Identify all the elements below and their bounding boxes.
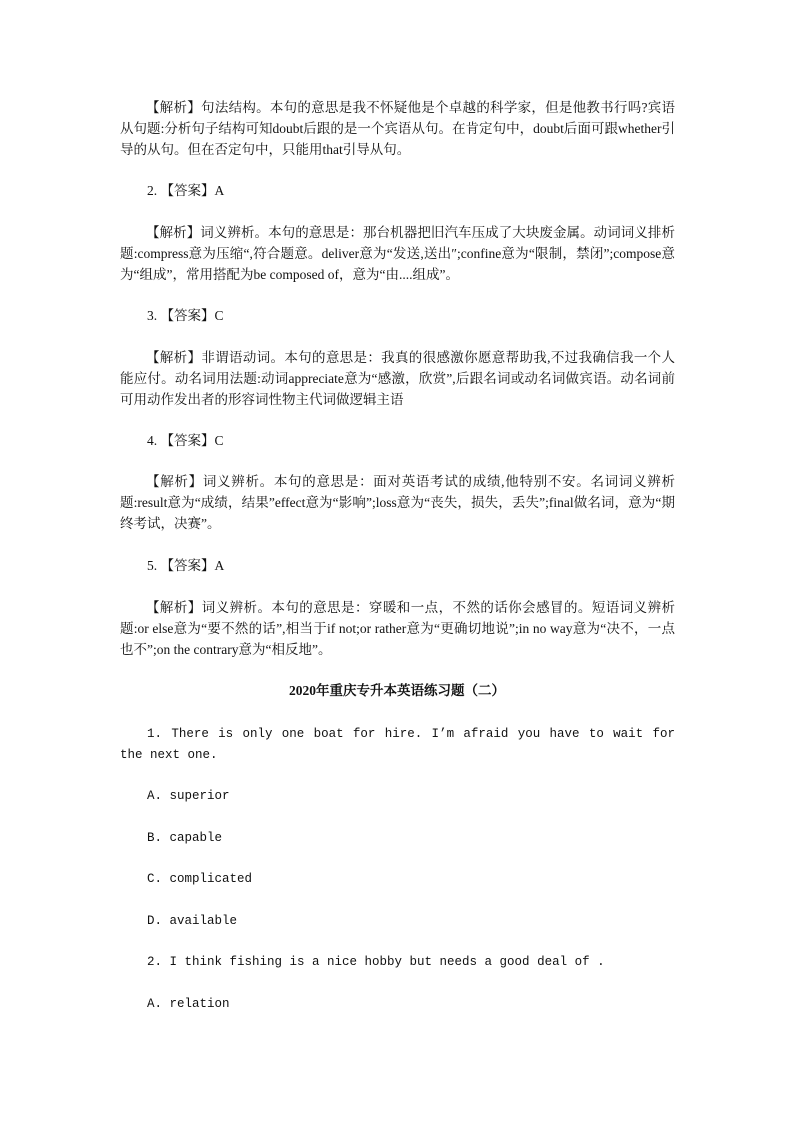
question-1-option-c: C. complicated [147, 872, 253, 886]
answer-3: 3. 【答案】C [147, 308, 224, 323]
question-1-option-b: B. capable [147, 831, 223, 845]
analysis-paragraph-2: 【解析】词义辨析。本句的意思是：那台机器把旧汽车压成了大块废金属。动词词义排析题:compress意为压缩“,符合题意。deliver意为“发送,送出″;confine意为“限制，禁闭”;compose意为“组成”，常用搭配为be composed of，意为“由....组成”。 [120, 225, 675, 282]
analysis-paragraph-5: 【解析】词义辨析。本句的意思是：穿暖和一点，不然的话你会感冒的。短语词义辨析题:or else意为“要不然的话”,相当于if not;or rather意为“更确切地说”;in no way意为“决不，一点也不”;on the contrary意为“相反地”。 [120, 600, 675, 657]
question-1-option-d: D. available [147, 914, 238, 928]
question-1-option-a: A. superior [147, 789, 230, 803]
analysis-paragraph-1: 【解析】句法结构。本句的意思是我不怀疑他是个卓越的科学家，但是他教书行吗?宾语从句题:分析句子结构可知doubt后跟的是一个宾语从句。在肯定句中，doubt后面可跟whether引导的从句。但在否定句中，只能用that引导从句。 [120, 100, 675, 157]
question-2-stem: 2. I think fishing is a nice hobby but needs a good deal of . [147, 955, 605, 969]
answer-4: 4. 【答案】C [147, 433, 224, 448]
answer-2: 2. 【答案】A [147, 183, 225, 198]
analysis-paragraph-3: 【解析】非谓语动词。本句的意思是：我真的很感激你愿意帮助我,不过我确信我一个人能应付。动名词用法题:动词appreciate意为“感激，欣赏”,后跟名词或动名词做宾语。动名词前可用动作发出者的形容词性物主代词做逻辑主语 [120, 350, 675, 407]
analysis-paragraph-4: 【解析】词义辨析。本句的意思是：面对英语考试的成绩,他特别不安。名词词义辨析题:result意为“成绩，结果”effect意为“影响”;loss意为“丧失，损失，丢失”;final做名词，意为“期终考试，决赛”。 [120, 474, 675, 531]
question-1-stem: 1. There is only one boat for hire. I’m afraid you have to wait for the next one. [120, 727, 675, 762]
section-title: 2020年重庆专升本英语练习题（二） [289, 683, 505, 698]
question-2-option-a: A. relation [147, 997, 230, 1011]
answer-5: 5. 【答案】A [147, 558, 225, 573]
